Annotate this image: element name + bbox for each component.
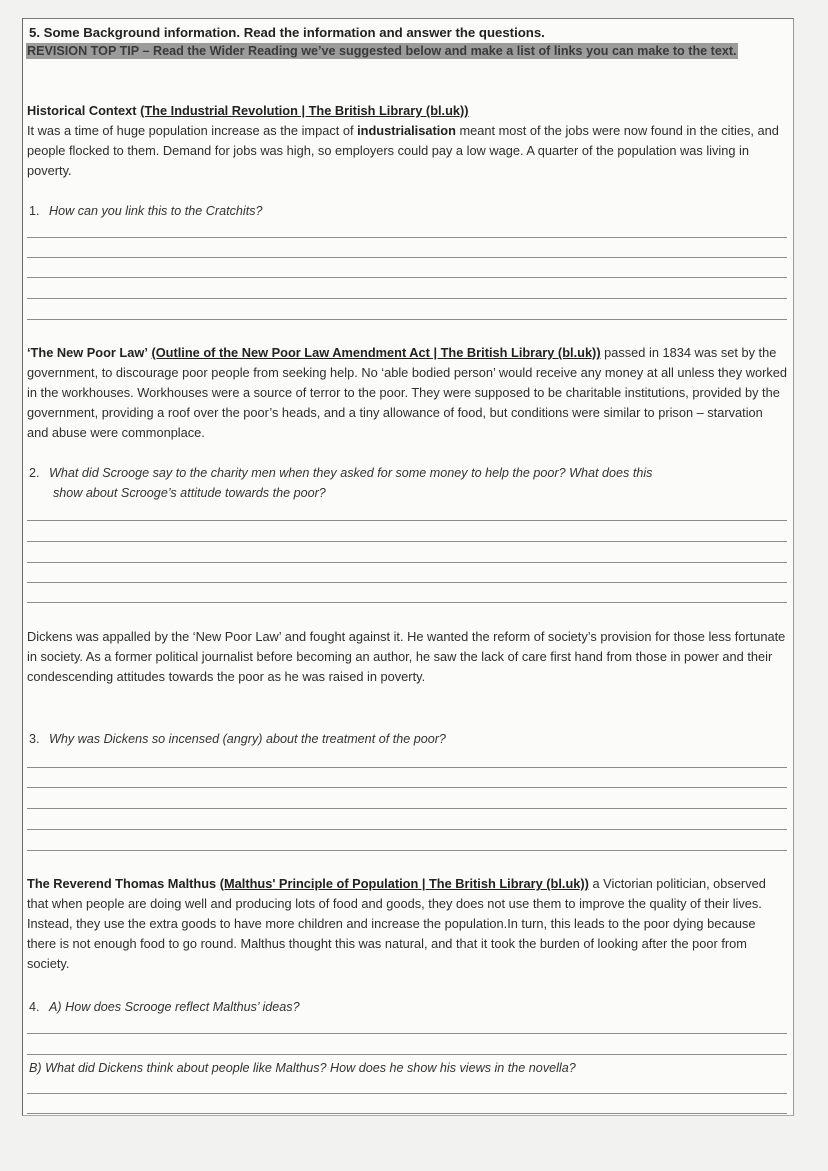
question-4-number: 4. <box>29 1000 40 1014</box>
answer-line[interactable] <box>27 319 787 320</box>
question-2 <box>29 463 785 503</box>
question-1 <box>29 201 785 221</box>
malthus-title: The Reverend Thomas Malthus <box>27 876 217 891</box>
answer-line[interactable] <box>27 602 787 603</box>
question-3 <box>29 729 785 749</box>
malthus-paragraph <box>27 874 787 974</box>
section-heading: 5. Some Background information. Read the information and answer the questions. <box>29 25 545 40</box>
answer-line[interactable] <box>27 1113 787 1114</box>
question-1-number: 1. <box>29 204 40 218</box>
question-4b <box>29 1058 785 1078</box>
answer-line[interactable] <box>27 298 787 299</box>
revision-tip <box>27 43 769 60</box>
answer-line[interactable] <box>27 787 787 788</box>
question-4a-text: A) How does Scrooge reflect Malthus’ ideas? <box>49 1000 300 1014</box>
question-3-text: Why was Dickens so incensed (angry) about the treatment of the poor? <box>49 732 446 746</box>
answer-line[interactable] <box>27 257 787 258</box>
poor-law-text: passed in 1834 was set by the government, to discourage poor people from seeking help. No ‘able bodied person’ would receive any money at all unless they worked in the workhouses. Workhouses were a source of terror to the poor. They were supposed to be charitable institutions, provided by the government, providing a roof over the poor’s heads, and a tiny allowance of food, but conditions were similar to prison – starvation and abuse were commonplace. <box>27 345 787 440</box>
question-2-text: What did Scrooge say to the charity men when they asked for some money to help the poor? What does this <box>49 466 653 480</box>
answer-line[interactable] <box>27 829 787 830</box>
question-1-text: How can you link this to the Cratchits? <box>49 204 263 218</box>
question-2-number: 2. <box>29 466 40 480</box>
revision-tip-text: REVISION TOP TIP – Read the Wider Reading we’ve suggested below and make a list of links you can make to the text. <box>27 44 737 58</box>
poor-law-title: ‘The New Poor Law’ <box>27 345 148 360</box>
historical-context-title: Historical Context <box>27 103 137 118</box>
answer-line[interactable] <box>27 850 787 851</box>
industrial-revolution-link[interactable]: (The Industrial Revolution | The British Library (bl.uk)) <box>140 103 469 118</box>
poor-law-link[interactable]: (Outline of the New Poor Law Amendment Act | The British Library (bl.uk)) <box>151 345 601 360</box>
poor-law-paragraph <box>27 343 787 443</box>
answer-line[interactable] <box>27 541 787 542</box>
question-3-number: 3. <box>29 732 40 746</box>
question-2-continuation: show about Scrooge’s attitude towards the poor? <box>53 486 326 500</box>
answer-line[interactable] <box>27 808 787 809</box>
historical-text-2: meant most of the jobs were now found in the cities, and people flocked to them. Demand for jobs was high, so employers could pay a low wage. A quarter of the population was living in poverty. <box>27 123 779 178</box>
answer-line[interactable] <box>27 237 787 238</box>
answer-line[interactable] <box>27 1093 787 1094</box>
historical-text-bold: industrialisation <box>357 123 456 138</box>
question-4b-text: B) What did Dickens think about people like Malthus? How does he show his views in the novella? <box>29 1061 576 1075</box>
answer-line[interactable] <box>27 520 787 521</box>
answer-line[interactable] <box>27 1033 787 1034</box>
malthus-text: a Victorian politician, observed that when people are doing well and producing lots of food and goods, they does not use them to improve the quality of their lives. Instead, they use the extra goods to have more children and increase the population.In turn, this leads to the poor dying because there is not enough food to go round. Malthus thought this was natural, and that it took the burden of looking after the poor from society. <box>27 876 766 971</box>
worksheet-page <box>22 18 794 1116</box>
question-4a <box>29 997 785 1017</box>
answer-line[interactable] <box>27 562 787 563</box>
historical-context-paragraph <box>27 101 787 181</box>
answer-line[interactable] <box>27 767 787 768</box>
answer-line[interactable] <box>27 582 787 583</box>
dickens-paragraph: Dickens was appalled by the ‘New Poor Law’ and fought against it. He wanted the reform of society’s provision for those less fortunate in society. As a former political journalist before becoming an author, he saw the lack of care first hand from those in power and their condescending attitudes towards the poor as he was raised in poverty. <box>27 629 786 684</box>
answer-line[interactable] <box>27 1054 787 1055</box>
answer-line[interactable] <box>27 277 787 278</box>
historical-text-1: It was a time of huge population increase as the impact of <box>27 123 358 138</box>
malthus-link[interactable]: (Malthus' Principle of Population | The British Library (bl.uk)) <box>219 876 589 891</box>
